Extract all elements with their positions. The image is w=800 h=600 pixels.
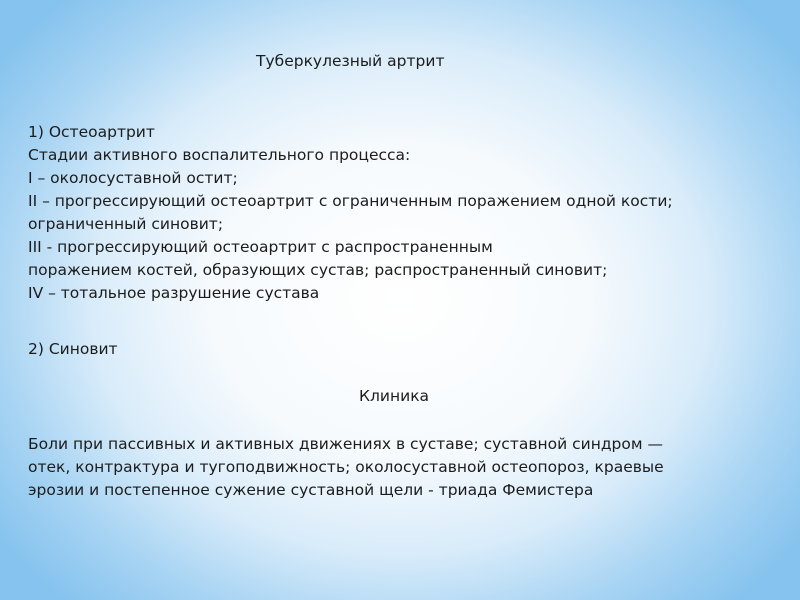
stages-intro-line: Стадии активного воспалительного процесса: — [28, 146, 411, 164]
synovitis-heading: 2) Синовит — [28, 340, 118, 358]
stage-3-line: III - прогрессирующий остеоартрит с распространенным — [28, 238, 493, 256]
stage-4-line: IV – тотальное разрушение сустава — [28, 284, 320, 302]
osteoarthritis-section — [28, 121, 673, 305]
stage-3-continuation-line: поражением костей, образующих сустав; распространенный синовит; — [28, 261, 608, 279]
clinic-line-3: эрозии и постепенное сужение суставной щели - триада Фемистера — [28, 481, 594, 499]
clinic-line-1: Боли при пассивных и активных движениях в суставе; суставной синдром — — [28, 435, 663, 453]
slide-title: Туберкулезный артрит — [256, 52, 445, 70]
stage-1-line: I – околосуставной остит; — [28, 169, 238, 187]
stage-2-continuation-line: ограниченный синовит; — [28, 215, 224, 233]
clinic-line-2: отек, контрактура и тугоподвижность; околосуставной остеопороз, краевые — [28, 458, 664, 476]
stage-2-line: II – прогрессирующий остеоартрит с ограниченным поражением одной кости; — [28, 192, 673, 210]
clinic-heading: Клиника — [359, 387, 430, 405]
osteoarthritis-heading: 1) Остеоартрит — [28, 123, 155, 141]
clinic-text — [28, 433, 664, 502]
